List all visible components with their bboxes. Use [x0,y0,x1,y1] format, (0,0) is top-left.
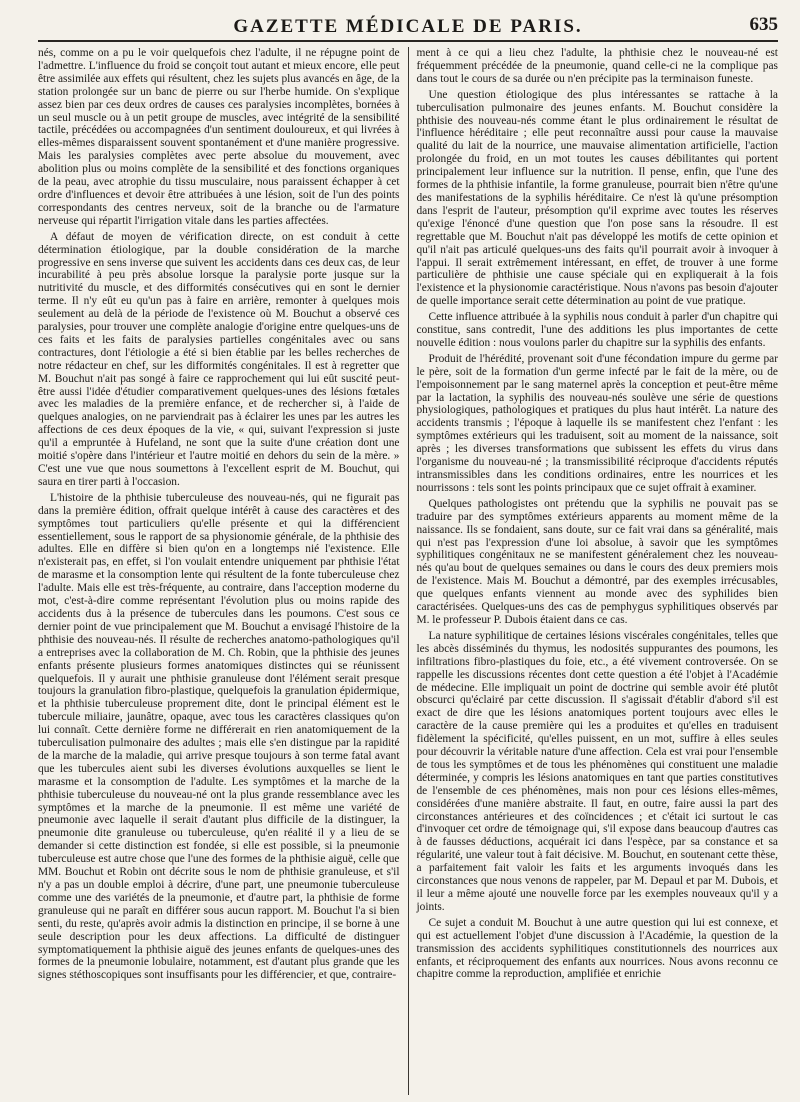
column-divider [408,47,409,1095]
journal-title: GAZETTE MÉDICALE DE PARIS. [233,16,583,37]
paragraph: nés, comme on a pu le voir quelquefois chez l'adulte, il ne répugne point de l'admettre. L'influence du froid se conçoit tout autant et mieux encore, elle peut être assimilée aux effets qui résultent, chez les sujets plus avancés en âge, de la station prolongée sur un banc de pierre ou sur l'herbe humide. On s'explique assez bien par ces deux ordres de causes ces paralysies incomplètes, bornées à un seul muscle ou à un petit groupe de muscles, avec intégrité de la sensibilité tactile, précédées ou accompagnées d'un sentiment douloureux, et qui livrées à elles-mêmes disparaissent souvent spontanément et d'une manière progressive. Mais les paralysies complètes avec perte absolue du mouvement, avec abolition plus ou moins complète de la sensibilité et des fonctions organiques de la peau, avec atrophie du tissu musculaire, nous paraissent échapper à cet ordre d'influences et devoir être attribuées à une lésion, soit de l'un des points correspondants des centres nerveux, soit de la branche ou de l'armature nerveuse qui répartit l'irrigation vitale dans les parties affectées. [38,47,400,227]
right-column [416,47,778,1095]
paragraph: Cette influence attribuée à la syphilis nous conduit à parler d'un chapitre qui constitue, sans contredit, l'une des additions les plus importantes de cette nouvelle édition : nous voulons parler du chapitre sur la syphilis des enfants. [416,311,778,349]
paragraph: ment à ce qui a lieu chez l'adulte, la phthisie chez le nouveau-né est fréquemment précédée de la pneumonie, quand celle-ci ne la complique pas dans tout le cours de sa durée ou n'en précipite pas la terminaison funeste. [416,47,778,85]
text-columns [38,47,778,1095]
paragraph: L'histoire de la phthisie tuberculeuse des nouveau-nés, qui ne figurait pas dans la première édition, offrait quelque intérêt à cause des caractères et des symptômes tout particuliers qu'elle présente et qui la différencient essentiellement, sous le rapport de sa physionomie générale, de la phthisie des adultes. Elle en diffère si bien qu'on en a longtemps nié l'existence. Elle n'existerait pas, en effet, si l'on voulait entendre uniquement par phthisie l'état de marasme et la consomption lente qui résultent de la fonte tuberculeuse chez l'adulte. Mais elle est très-fréquente, au contraire, dans l'acception moderne du mot, c'est-à-dire comme représentant l'évolution plus ou moins rapide des accidents dus à la présence de tubercules dans les poumons. C'est sous ce dernier point de vue principalement que M. Bouchut a envisagé l'histoire de la phthisie des nouveau-nés. Il résulte de recherches anatomo-pathologiques qu'il a entreprises avec la collaboration de M. Ch. Robin, que la phthisie des jeunes enfants présente plusieurs formes anatomiques distinctes qui se réunissent quelquefois. Il y aurait une phthisie granuleuse dont l'élément serait presque toujours la granulation fibro-plastique, quelquefois la granulation épidermique, et la phthisie tuberculeuse proprement dite, dont le principal élément est le tubercule miliaire, jaunâtre, opaque, avec tous les caractères classiques qu'on lui connaît. Cette dernière forme ne différerait en rien anatomiquement de la tuberculisation pulmonaire des adultes ; mais elle s'en distingue par la rapidité de la marche de la maladie, qui arrive presque toujours à son terme fatal avant que les tubercules aient subi les diverses évolutions auxquelles se lient le marasme et la consomption de l'adulte. Les symptômes et la marche de la phthisie tuberculeuse du nouveau-né ont la plus grande ressemblance avec les symptômes et la marche de la pneumonie. Il est même une variété de pneumonie avec laquelle il serait d'autant plus difficile de la distinguer, la pneumonie dite granuleuse ou tuberculeuse, qu'en réalité il y a lieu de se demander si cette distinction est fondée, si elle est possible, si la pneumonie tuberculeuse est autre chose que l'une des formes de la phthisie aiguë, celle que MM. Bouchut et Robin ont décrite sous le nom de phthisie granuleuse, et s'il n'y a pas un double emploi à décrire, d'une part, une pneumonie tuberculeuse comme une des variétés de la pneumonie, et d'autre part, la phthisie de forme granuleuse qui ne paraît en différer sous aucun rapport. M. Bouchut l'a si bien senti, du reste, qu'après avoir admis la distinction en principe, il se borne à une seule description pour les deux affections. La difficulté de distinguer symptomatiquement la phthisie aiguë des jeunes enfants de quelques-unes des formes de la pneumonie lobulaire, notamment, est d'autant plus grande que les signes stéthoscopiques sont insuffisants pour les différencier, et que, contraire- [38,491,400,982]
paragraph: Produit de l'hérédité, provenant soit d'une fécondation impure du germe par le père, soit de la formation d'un germe infecté par le fait de la mère, ou de l'empoisonnement par le sang maternel après la conception et peut-être même par la lactation, la syphilis des nouveau-nés soulève une série de questions physiologiques, pathologiques et pratiques du plus haut intérêt. La nature des accidents transmis ; l'époque à laquelle ils se manifestent chez l'enfant : les symptômes extérieurs qui les traduisent, soit au moment de la naissance, soit après ; les diverses transformations que subissent les effets du virus dans l'organisme du nouveau-né ; la transmissibilité réciproque d'accidents réputés intransmissibles dans les conditions ordinaires, entre les nourrices et les nourrissons : tels sont les points principaux que ce sujet offrait à examiner. [416,352,778,494]
left-column [38,47,400,1095]
paragraph: Ce sujet a conduit M. Bouchut à une autre question qui lui est connexe, et qui est actuellement l'objet d'une discussion à l'Académie, la question de la transmission des accidents syphilitiques constitutionnels des nourrices aux enfants, et réciproquement des enfants aux nourrices. Nous avons reconnu ce chapitre comme la reproduction, amplifiée et enrichie [416,916,778,981]
paragraph: Quelques pathologistes ont prétendu que la syphilis ne pouvait pas se traduire par des symptômes extérieurs apparents au moment même de la naissance. Ils se fondaient, sans doute, sur ce fait vrai dans sa généralité, mais qui n'est pas l'expression d'une loi absolue, à savoir que les symptômes syphilitiques congénitaux ne se manifestent généralement chez les nouveau-nés qu'au bout de quelques semaines ou dans le cours des deux premiers mois de l'existence. Mais M. Bouchut a démontré, par des exemples irrécusables, que quelques enfants viennent au monde avec des syphilides bien caractérisées. Quelques-uns des cas de pemphygus syphilitiques observés par M. le professeur P. Dubois étaient dans ce cas. [416,497,778,626]
paragraph: A défaut de moyen de vérification directe, on est conduit à cette détermination étiologique, par la double considération de la marche progressive en sens inverse que suivent les accidents dans ces deux cas, de leur incurabilité à peu près absolue lorsque la paralysie porte jusque sur la nutritivité du muscle, et des difformités consécutives qui en sont le dernier terme. Il n'y eût eu qu'un pas à faire en arrière, remonter à quelques mois seulement au delà de la période de l'existence où M. Bouchut a observé ces paralysies, pour trouver une complète analogie d'origine entre quelques-uns de ces faits et les faits de paralysies partielles congénitales avec ou sans contractures, dont l'étiologie a été si bien établie par les belles recherches de notre rédacteur en chef, sur les difformités congénitales. Il est à regretter que M. Bouchut n'ait pas songé à faire ce rapprochement qui lui eût suscité peut-être aussi l'idée d'étudier comparativement quelques-unes des lésions fœtales avec les maladies de la première enfance, et de rechercher si, à l'aide de quelques analogies, on ne parviendrait pas à éclairer les unes par les autres les affections de ces deux époques de la vie, « qui, suivant l'expression si juste qu'il a empruntée à Hufeland, ne sont que la suite d'une création dont une moitié s'opère dans l'intérieur et l'autre moitié en dehors du sein de la mère. » C'est une vue que nous soumettons à l'excellent esprit de M. Bouchut, qui saura en tirer parti à l'occasion. [38,230,400,488]
paragraph: Une question étiologique des plus intéressantes se rattache à la tuberculisation pulmonaire des jeunes enfants. M. Bouchut considère la phthisie des nouveau-nés comme étant le plus ordinairement le résultat de l'influence héréditaire ; elle peut reconnaître aussi pour cause la mauvaise qualité du lait de la nourrice, une mauvaise alimentation artificielle, l'action prolongée du froid, en un mot toutes les causes débilitantes qui portent principalement leur influence sur la nutrition. Il pense, enfin, que l'une des formes de la phthisie infantile, la forme granuleuse, pourrait bien n'être qu'une des manifestations de la syphilis héréditaire. Ce n'est là qu'une présomption dans l'esprit de l'auteur, présomption qu'il exprime avec toutes les réserves qu'exige l'énoncé d'une question que l'on pose sans la résoudre. Il est regrettable que M. Bouchut n'ait pas développé les motifs de cette opinion et qu'il n'ait pas articulé quelques-uns des faits qu'il pourrait avoir à invoquer à l'appui. Il serait extrêmement intéressant, en effet, de trouver à une forme particulière de phthisie une cause spéciale qui en expliquerait à la fois l'existence et la physionomie caractéristique. Nous n'avons pas besoin d'ajouter de quelle importance serait cette détermination au point de vue pratique. [416,88,778,308]
page-header [38,14,778,42]
page-number: 635 [749,14,778,35]
paragraph: La nature syphilitique de certaines lésions viscérales congénitales, telles que les abcès disséminés du thymus, les nodosités suppurantes des poumons, les infiltrations fibro-plastiques du foie, etc., a été vivement controversée. On se rappelle les discussions récentes dont cette question a été l'objet à l'Académie de médecine. Elle impliquait un point de doctrine qui semble avoir été plutôt obscurci qu'éclairé par cette discussion. Il s'agissait d'établir d'abord s'il est exact de dire que les lésions anatomiques portent toujours avec elles le caractère de la cause première qui les a produites et qu'elles en traduisent fidèlement la spécificité, qu'elles puissent, en un mot, suffire à elles seules pour découvrir la véritable nature d'une affection. Cela est vrai pour l'ensemble de tous les symptômes et de tous les phénomènes qui constituent une maladie déterminée, y compris les lésions anatomiques en tant que parties constitutives de l'ensemble de ces phénomènes, mais non pour ces lésions elles-mêmes, considérées d'une manière abstraite. Il faut, en outre, faire aussi la part des circonstances antérieures et des coïncidences ; et c'était ici surtout le cas d'invoquer cet ordre de témoignage qui, s'il expose dans beaucoup d'autres cas à de fausses déductions, acquérait ici dans l'espèce, par sa constance et sa régularité, une valeur tout à fait décisive. M. Bouchut, en soutenant cette thèse, a parfaitement fait valoir les faits et les arguments invoqués dans les circonstances que nous venons de rappeler, par M. Depaul et par M. Dubois, et il leur a même ajouté une nouvelle force par les exemples nouveaux qu'il y a joints. [416,629,778,913]
